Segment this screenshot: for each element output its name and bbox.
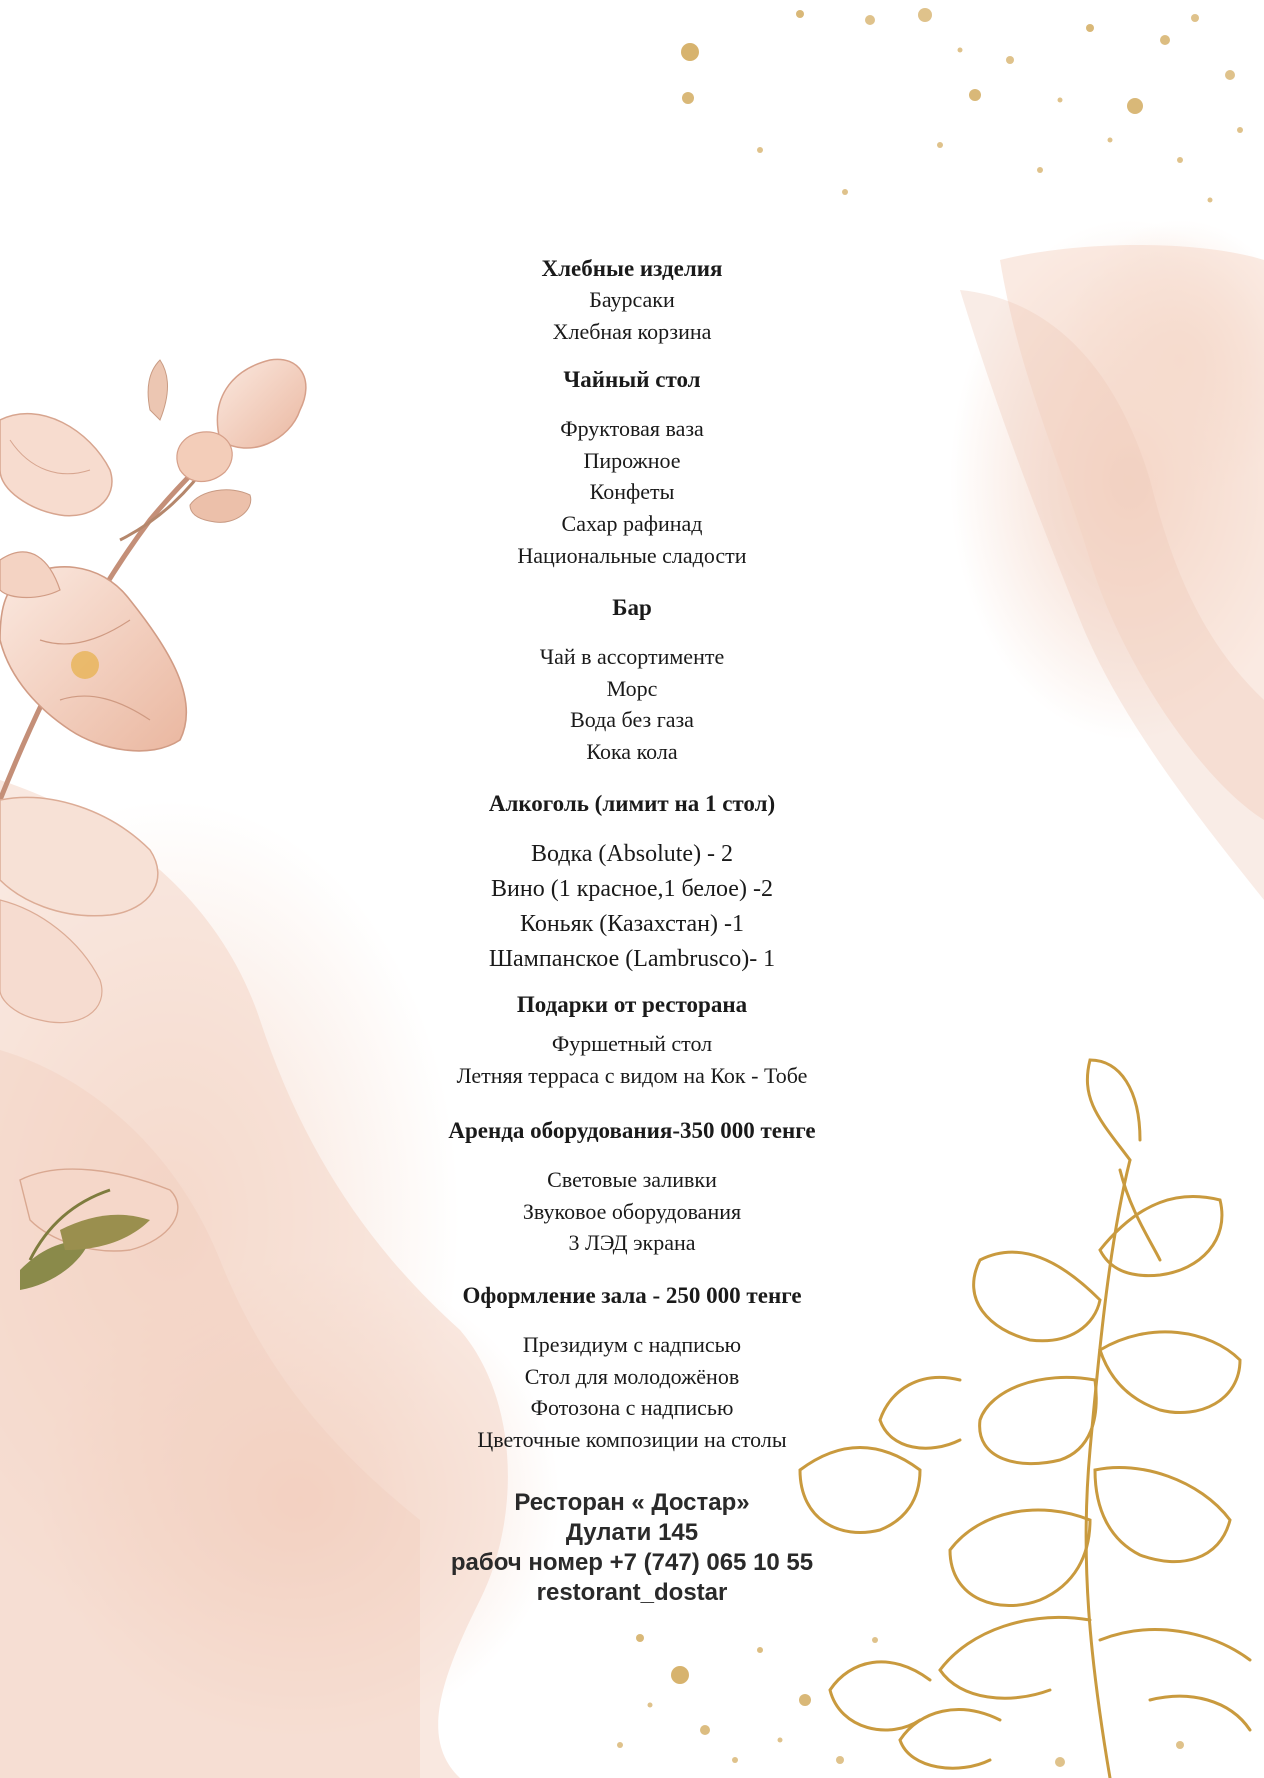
menu-item: Баурсаки xyxy=(589,287,675,312)
menu-item: Морс xyxy=(606,675,658,701)
menu-item: Водка (Absolute) - 2 xyxy=(530,841,734,867)
restaurant-phone: рабоч номер +7 (747) 065 10 55 xyxy=(450,1549,814,1576)
menu-item: Национальные сладости xyxy=(517,542,747,568)
section-alcohol xyxy=(432,789,832,977)
menu-item: Шампанское (Lambrusco)- 1 xyxy=(488,946,776,972)
restaurant-social-handle: restorant_dostar xyxy=(536,1579,728,1606)
menu-item: Хлебная корзина xyxy=(552,318,712,344)
menu-item: Конфеты xyxy=(589,479,675,505)
section-equipment-rental xyxy=(432,1116,832,1259)
menu-item: Фуршетный стол xyxy=(551,1031,713,1056)
section-restaurant-gifts xyxy=(432,990,832,1091)
items-tea-table xyxy=(432,413,832,572)
menu-item: Кока кола xyxy=(586,739,678,765)
section-hall-decoration xyxy=(432,1281,832,1456)
menu-item: Фруктовая ваза xyxy=(560,416,704,441)
menu-item: Коньяк (Казахстан) -1 xyxy=(520,911,744,937)
menu-item: Цветочные композиции на столы xyxy=(477,1427,787,1453)
section-heading-decoration: Оформление зала - 250 000 тенге xyxy=(462,1283,802,1308)
items-alcohol xyxy=(432,837,832,977)
items-gifts xyxy=(432,1028,832,1091)
section-tea-table xyxy=(432,365,832,572)
menu-item: 3 ЛЭД экрана xyxy=(568,1230,696,1256)
right-watercolor-wash xyxy=(950,220,1264,900)
menu-item: Чай в ассортименте xyxy=(539,644,725,669)
restaurant-contact-block xyxy=(382,1488,882,1608)
menu-item: Сахар рафинад xyxy=(561,511,703,537)
menu-item: Пирожное xyxy=(583,447,681,473)
menu-item: Летняя терраса с видом на Кок - Тобе xyxy=(456,1062,808,1088)
items-decoration xyxy=(432,1329,832,1456)
gold-leaf-line-art xyxy=(800,1060,1250,1778)
section-bread xyxy=(432,254,832,347)
menu-item: Президиум с надписью xyxy=(522,1332,742,1357)
items-bread xyxy=(432,284,832,347)
menu-item: Фотозона с надписью xyxy=(530,1395,734,1421)
items-equipment xyxy=(432,1164,832,1259)
menu-item: Звуковое оборудования xyxy=(522,1198,742,1224)
items-bar xyxy=(432,641,832,768)
section-heading-bread: Хлебные изделия xyxy=(541,256,723,281)
menu-item: Световые заливки xyxy=(547,1167,717,1192)
section-heading-alcohol: Алкоголь (лимит на 1 стол) xyxy=(488,791,776,816)
restaurant-name: Ресторан « Достар» xyxy=(514,1489,750,1516)
section-heading-tea-table: Чайный стол xyxy=(563,367,701,392)
gold-sprinkles-top xyxy=(681,8,1243,203)
section-heading-equipment: Аренда оборудования-350 000 тенге xyxy=(448,1118,816,1143)
restaurant-address: Дулати 145 xyxy=(565,1519,699,1546)
section-heading-gifts: Подарки от ресторана xyxy=(516,992,748,1017)
menu-item: Вино (1 красное,1 белое) -2 xyxy=(491,876,773,902)
menu-item: Вода без газа xyxy=(570,707,694,733)
menu-item: Стол для молодожёнов xyxy=(524,1363,740,1389)
section-bar xyxy=(432,593,832,768)
section-heading-bar: Бар xyxy=(612,595,652,620)
